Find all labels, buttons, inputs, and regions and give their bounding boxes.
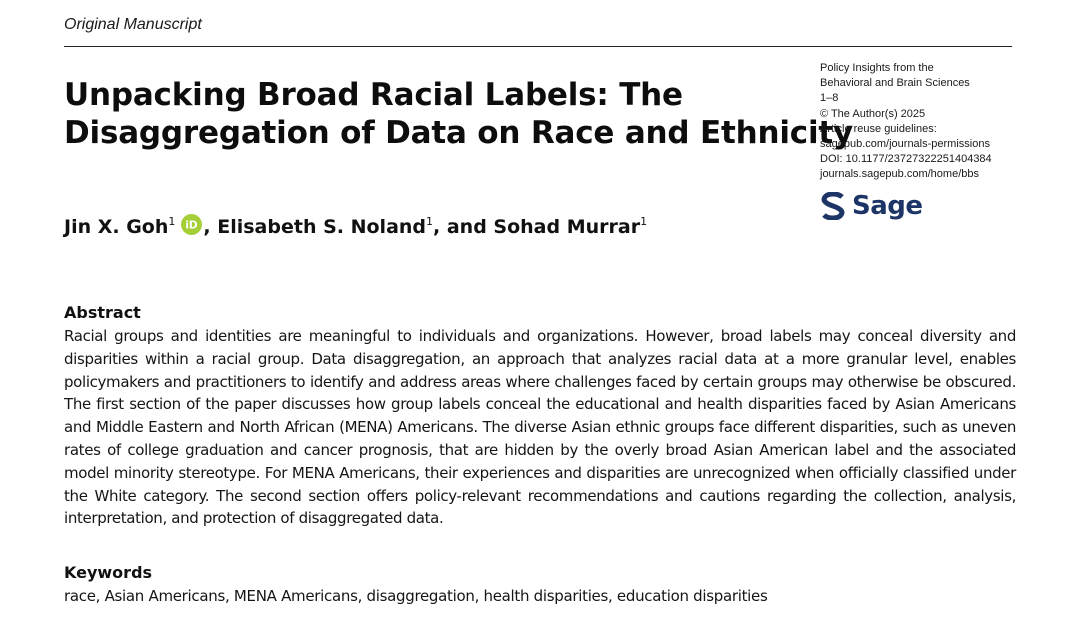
orcid-label: iD bbox=[185, 219, 199, 232]
author-name: Jin X. Goh bbox=[64, 216, 169, 238]
doi-link[interactable]: DOI: 10.1177/23727322251404384 bbox=[820, 153, 992, 166]
sage-logo-text: Sage bbox=[852, 191, 923, 221]
copyright-notice: © The Author(s) 2025 bbox=[820, 107, 926, 120]
journal-info bbox=[820, 61, 1020, 183]
author-name: Sohad Murrar bbox=[493, 216, 641, 238]
author-separator: , bbox=[203, 216, 218, 238]
header-rule bbox=[64, 46, 1012, 47]
abstract-body: Racial groups and identities are meaningful to individuals and organizations. However, broad labels may conceal diversity and disparities within a racial group. Data disaggregation, an approach that analyzes racial data at a more granular level, enables policymakers and practitioners to identify and address areas where challenges faced by certain groups may otherwise be obscured. The first section of the paper discusses how group labels conceal the educational and health disparities faced by Asian Americans and Middle Eastern and North African (MENA) Americans. The diverse Asian ethnic groups face different disparities, such as uneven rates of college graduation and cancer prognosis, that are hidden by the overly broad Asian American label and the associated model minority stereotype. For MENA Americans, their experiences and disparities are unrecognized when officially classified under the White category. The second section offers policy-relevant recommendations and cautions regarding the collection, analysis, interpretation, and protection of disaggregated data. bbox=[64, 327, 1016, 528]
journal-name-line-1: Policy Insights from the bbox=[820, 62, 934, 74]
abstract-heading: Abstract bbox=[64, 303, 141, 322]
author-affiliation: 1 bbox=[426, 215, 434, 228]
author-affiliation: 1 bbox=[168, 215, 176, 228]
keywords-list: race, Asian Americans, MENA Americans, disaggregation, health disparities, education disparities bbox=[64, 587, 768, 605]
orcid-icon[interactable] bbox=[181, 214, 202, 235]
article-type-label: Original Manuscript bbox=[64, 16, 202, 33]
publisher-logo bbox=[820, 191, 923, 221]
reuse-guidelines-label: Article reuse guidelines: bbox=[820, 122, 937, 135]
article-title-line-1: Unpacking Broad Racial Labels: The bbox=[64, 77, 683, 113]
journal-name-line-2: Behavioral and Brain Sciences bbox=[820, 77, 970, 90]
journal-homepage-link[interactable]: journals.sagepub.com/home/bbs bbox=[820, 168, 979, 181]
author-name: Elisabeth S. Noland bbox=[217, 216, 427, 238]
author-separator: , and bbox=[433, 216, 494, 238]
page-range: 1–8 bbox=[820, 92, 839, 105]
author-affiliation: 1 bbox=[640, 215, 648, 228]
reuse-guidelines-link[interactable]: sagepub.com/journals-permissions bbox=[820, 138, 990, 151]
article-title-line-2: Disaggregation of Data on Race and Ethnicity bbox=[64, 115, 853, 151]
keywords-heading: Keywords bbox=[64, 563, 153, 582]
sage-s-icon bbox=[820, 192, 846, 220]
author-list bbox=[64, 212, 647, 242]
